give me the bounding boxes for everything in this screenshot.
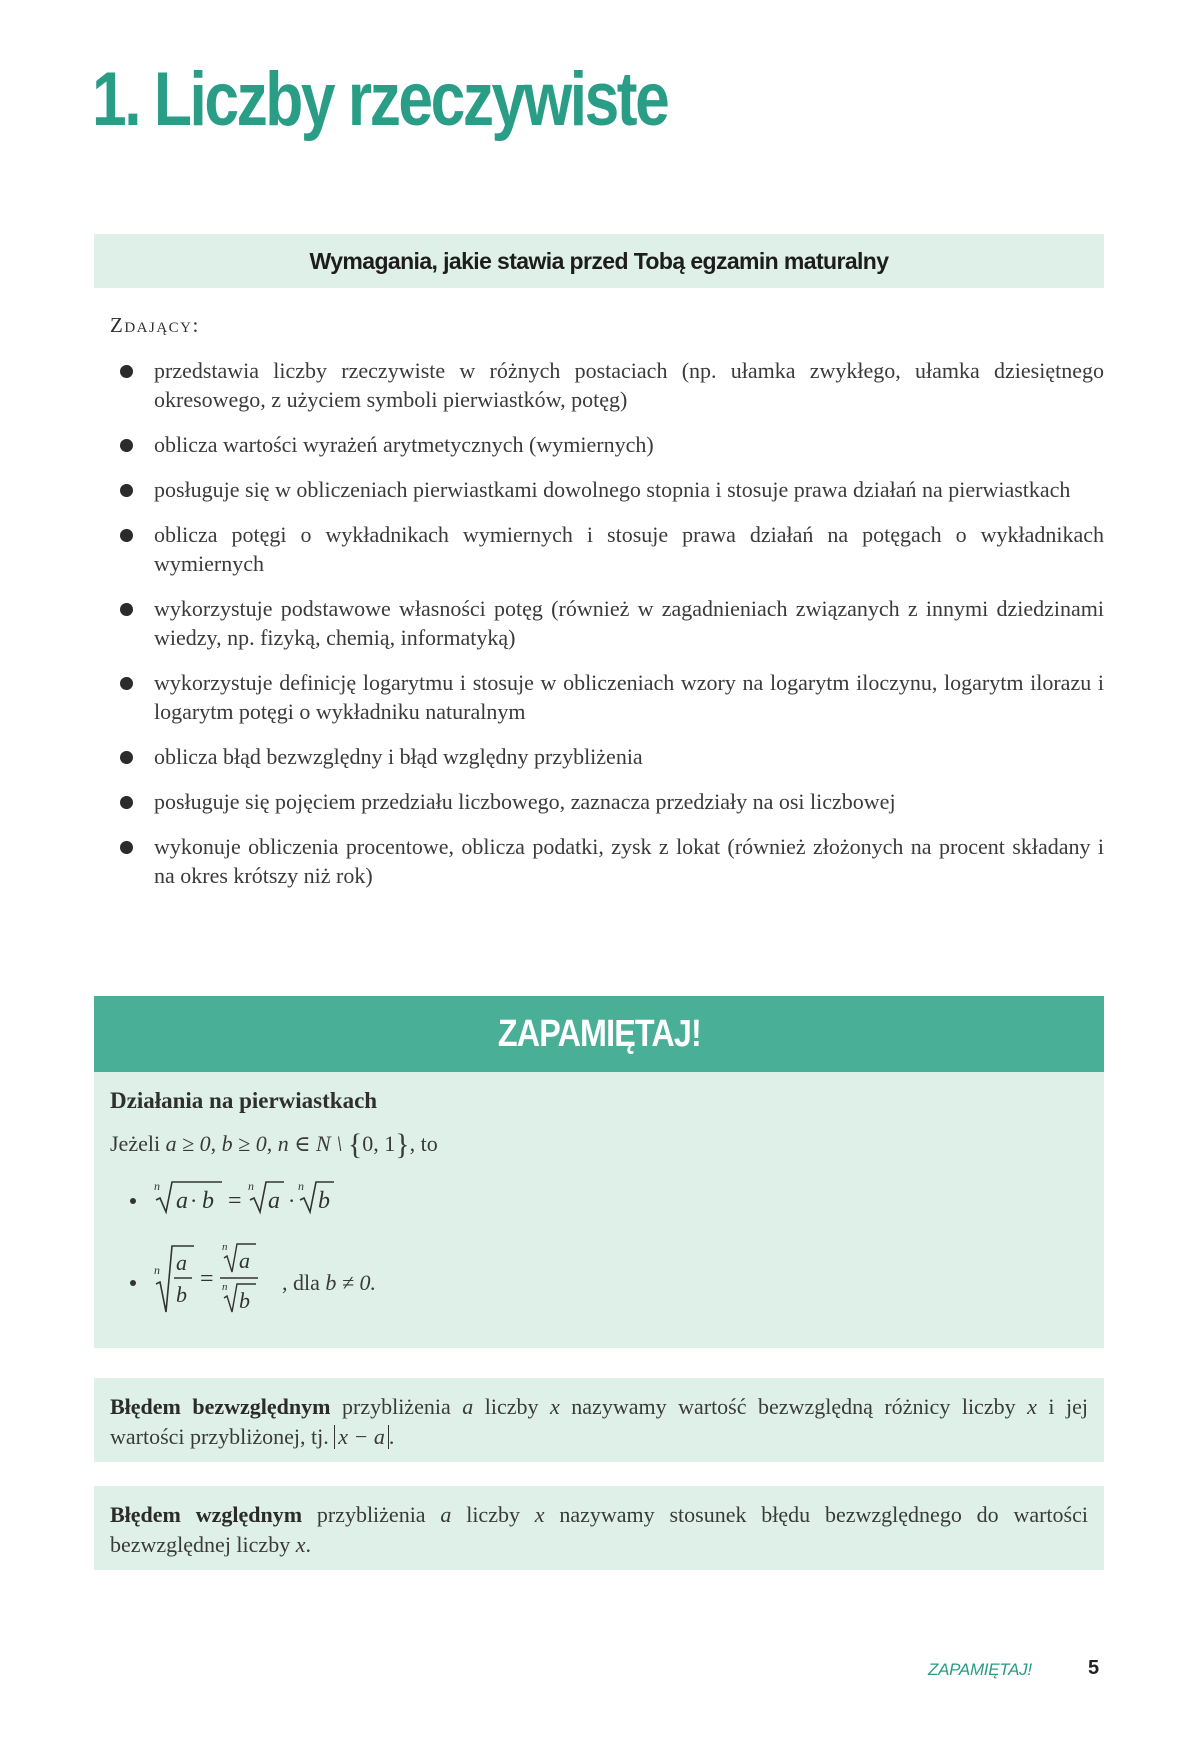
- bullet-icon: [130, 1198, 136, 1204]
- remember-panel: [94, 1072, 1104, 1348]
- roots-heading: Działania na pierwiastkach: [110, 1088, 378, 1113]
- svg-text:a: a: [176, 1188, 188, 1214]
- svg-text:b: b: [202, 1188, 214, 1214]
- footer-section-label: ZAPAMIĘTAJ!: [928, 1660, 1032, 1679]
- bullet-icon: [120, 439, 133, 452]
- svg-text:n: n: [298, 1179, 304, 1193]
- svg-text:n: n: [154, 1263, 160, 1277]
- list-item: przedstawia liczby rzeczywiste w różnych postaciach (np. ułamka zwykłego, ułamka dziesiętnego okresowego, z użyciem symboli pierwiastków, potęg): [112, 356, 1104, 414]
- page-title: 1. Liczby rzeczywiste: [92, 57, 668, 142]
- bullet-icon: [120, 603, 133, 616]
- list-item: wykonuje obliczenia procentowe, oblicza podatki, zysk z lokat (również złożonych na procent składany i na okres krótszy niż rok): [112, 832, 1104, 890]
- absolute-error-definition: Błędem bezwzględnym przybliżenia a liczby x nazywamy wartość bezwzględną różnicy liczby x i jej wartości przybliżonej, tj. x − a .: [94, 1378, 1104, 1462]
- list-item: oblicza błąd bezwzględny i błąd względny przybliżenia: [112, 742, 1104, 771]
- remember-header-text: ZAPAMIĘTAJ!: [497, 1012, 701, 1055]
- bullet-icon: [120, 484, 133, 497]
- svg-text:b: b: [239, 1288, 250, 1313]
- root-quotient-formula-graphic: [152, 1240, 292, 1320]
- svg-text:n: n: [248, 1179, 254, 1193]
- root-quotient-condition: , dla b ≠ 0.: [282, 1270, 376, 1295]
- bullet-icon: [130, 1280, 136, 1286]
- svg-text:n: n: [222, 1281, 228, 1293]
- list-item: posługuje się w obliczeniach pierwiastkami dowolnego stopnia i stosuje prawa działań na pierwiastkach: [112, 475, 1104, 504]
- bullet-icon: [120, 751, 133, 764]
- roots-condition: Jeżeli a ≥ 0, b ≥ 0, n ∈ N \ {0, 1}, to: [110, 1128, 438, 1161]
- svg-text:·: ·: [288, 1188, 296, 1213]
- remember-header: [94, 996, 1104, 1072]
- svg-text:=: =: [200, 1266, 214, 1292]
- absolute-value-expression: x − a: [334, 1425, 389, 1449]
- bullet-icon: [120, 529, 133, 542]
- svg-text:n: n: [154, 1179, 160, 1193]
- requirements-lead: Zdający:: [110, 313, 200, 337]
- bullet-icon: [120, 365, 133, 378]
- svg-text:·: ·: [190, 1188, 198, 1213]
- list-item: wykorzystuje podstawowe własności potęg (również w zagadnieniach związanych z innymi dziedzinami wiedzy, np. fizyką, chemią, informatyką): [112, 594, 1104, 652]
- svg-text:n: n: [222, 1241, 228, 1253]
- bullet-icon: [120, 677, 133, 690]
- relative-error-definition: Błędem względnym przybliżenia a liczby x nazywamy stosunek błędu bezwzględnego do wartości bezwzględnej liczby x.: [94, 1486, 1104, 1570]
- list-item: posługuje się pojęciem przedziału liczbowego, zaznacza przedziały na osi liczbowej: [112, 787, 1104, 816]
- bullet-icon: [120, 796, 133, 809]
- requirements-header: [94, 234, 1104, 288]
- svg-text:a: a: [176, 1250, 187, 1275]
- bullet-icon: [120, 841, 133, 854]
- svg-text:a: a: [268, 1188, 280, 1214]
- svg-text:=: =: [228, 1188, 242, 1214]
- svg-text:b: b: [176, 1282, 187, 1307]
- list-item: wykorzystuje definicję logarytmu i stosuje w obliczeniach wzory na logarytm iloczynu, logarytm ilorazu i logarytm potęgi o wykładniku naturalnym: [112, 668, 1104, 726]
- page-number: 5: [1088, 1657, 1100, 1679]
- svg-text:b: b: [318, 1188, 330, 1214]
- requirements-header-text: Wymagania, jakie stawia przed Tobą egzamin maturalny: [309, 247, 889, 274]
- list-item: oblicza wartości wyrażeń arytmetycznych (wymiernych): [112, 430, 1104, 459]
- root-product-formula-graphic: [152, 1178, 372, 1218]
- list-item: oblicza potęgi o wykładnikach wymiernych i stosuje prawa działań na potęgach o wykładnikach wymiernych: [112, 520, 1104, 578]
- svg-text:a: a: [239, 1248, 250, 1273]
- requirements-list: [112, 356, 1104, 906]
